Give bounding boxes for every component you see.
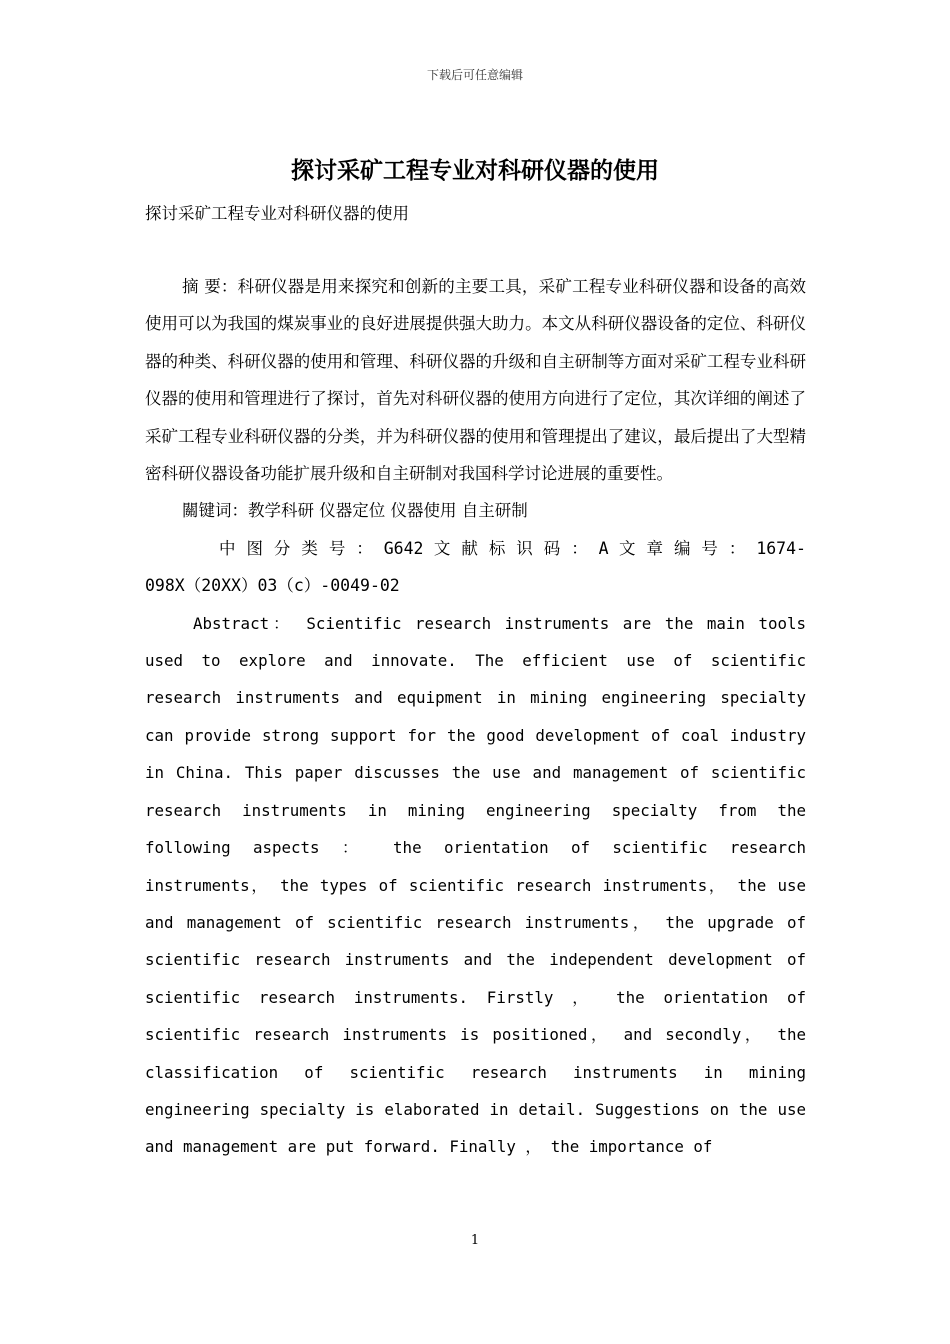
document-body [145,268,806,1166]
document-subtitle: 探讨采矿工程专业对科研仪器的使用 [145,204,409,223]
keywords: 關键词：教学科研 仪器定位 仪器使用 自主研制 [182,501,528,521]
document-title: 探讨采矿工程专业对科研仪器的使用 [291,158,659,184]
page-number: 1 [470,1233,480,1248]
classification-line: 中 图 分 类 号 ： G642 文 献 标 识 码 ： A 文 章 编 号 ： 1674-098X（20XX）03（c）-0049-02 [145,538,806,596]
header-note: 下载后可任意编辑 [426,68,523,82]
abstract-en: Abstract： Scientific research instruments are the main tools used to explore and innovate. The efficient use of scientific research instruments and equipment in mining engineering specialty can provide strong support for the good development of coal industry in China. This paper discusses the use and management of scientific research instruments in mining engineering specialty from the following aspects ： the orientation of scientific research instruments， the types of scientific research instruments， the use and management of scientific research instruments， the upgrade of scientific research instruments and the independent development of scientific research instruments. Firstly ， the orientation of scientific research instruments is positioned， and secondly， the classification of scientific research instruments in mining engineering specialty is elaborated in detail. Suggestions on the use and management are put forward. Finally ， the importance of [145,613,806,1157]
abstract-cn: 摘 要：科研仪器是用来探究和创新的主要工具，采矿工程专业科研仪器和设备的高效使用可以为我国的煤炭事业的良好进展提供强大助力。本文从科研仪器设备的定位、科研仪器的种类、科研仪器的使用和管理、科研仪器的升级和自主研制等方面对采矿工程专业科研仪器的使用和管理进行了探讨，首先对科研仪器的使用方向进行了定位，其次详细的阐述了采矿工程专业科研仪器的分类，并为科研仪器的使用和管理提出了建议，最后提出了大型精密科研仪器设备功能扩展升级和自主研制对我国科学讨论进展的重要性。 [145,277,806,484]
